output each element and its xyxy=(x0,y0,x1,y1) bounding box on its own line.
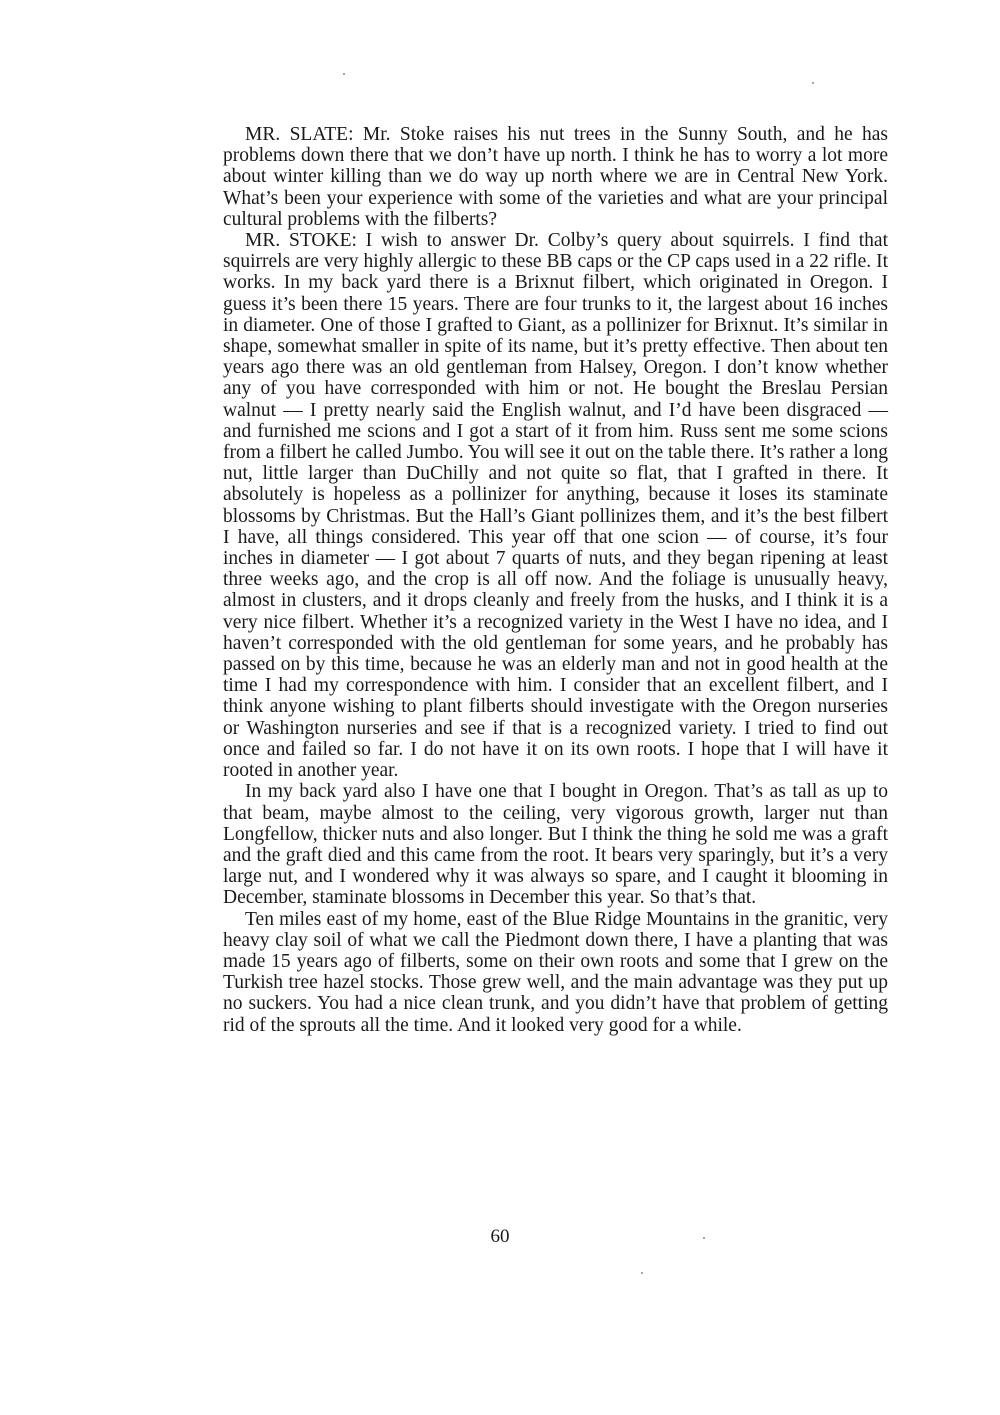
page-number: 60 xyxy=(490,1226,510,1247)
scan-speck xyxy=(343,73,345,75)
scan-speck xyxy=(641,1272,643,1274)
paragraph-slate-question: MR. SLATE: Mr. Stoke raises his nut trees in the Sunny South, and he has problems down there that we don’t have up north. I think he has to worry a lot more about winter killing than we do way up north where we are in Central New York. What’s been your experience with some of the varieties and what are your principal cultural problems with the filberts? xyxy=(223,124,888,230)
paragraph-stoke-reply: MR. STOKE: I wish to answer Dr. Colby’s query about squirrels. I find that squirrels are very highly allergic to these BB caps or the CP caps used in a 22 rifle. It works. In my back yard there is a Brixnut filbert, which originated in Oregon. I guess it’s been there 15 years. There are four trunks to it, the largest about 16 inches in diameter. One of those I grafted to Giant, as a pollinizer for Brixnut. It’s similar in shape, somewhat smaller in spite of its name, but it’s pretty effective. Then about ten years ago there was an old gentleman from Halsey, Oregon. I don’t know whether any of you have corresponded with him or not. He bought the Breslau Persian walnut — I pretty nearly said the English walnut, and I’d have been disgraced — and furnished me scions and I got a start of it from him. Russ sent me some scions from a filbert he called Jumbo. You will see it out on the table there. It’s rather a long nut, little larger than DuChilly and not quite so flat, that I grafted in there. It absolutely is hopeless as a pollinizer for anything, because it loses its staminate blossoms by Christmas. But the Hall’s Giant pollinizes them, and it’s the best filbert I have, all things considered. This year off that one scion — of course, it’s four inches in diameter — I got about 7 quarts of nuts, and they began ripening at least three weeks ago, and the crop is all off now. And the foliage is unusually heavy, almost in clusters, and it drops cleanly and freely from the husks, and I think it is a very nice filbert. Whether it’s a recognized variety in the West I have no idea, and I haven’t corresponded with the old gentleman for some years, and he probably has passed on by this time, because he was an elderly man and not in good health at the time I had my correspondence with him. I consider that an excellent filbert, and I think anyone wishing to plant filberts should investigate with the Oregon nurseries or Washington nurseries and see if that is a recognized variety. I tried to find out once and failed so far. I do not have it on its own roots. I hope that I will have it rooted in another year. xyxy=(223,230,888,782)
scan-speck xyxy=(812,82,814,84)
paragraph-back-yard: In my back yard also I have one that I bought in Oregon. That’s as tall as up to that beam, maybe almost to the ceiling, very vigorous growth, larger nut than Longfellow, thicker nuts and also longer. But I think the thing he sold me was a graft and the graft died and this came from the root. It bears very sparingly, but it’s a very large nut, and I wondered why it was always so spare, and I caught it blooming in December, staminate blossoms in December this year. So that’s that. xyxy=(223,781,888,909)
paragraph-piedmont-planting: Ten miles east of my home, east of the Blue Ridge Mountains in the granitic, very heavy clay soil of what we call the Piedmont down there, I have a planting that was made 15 years ago of filberts, some on their own roots and some that I grew on the Turkish tree hazel stocks. Those grew well, and the main advantage was they put up no suckers. You had a nice clean trunk, and you didn’t have that problem of getting rid of the sprouts all the time. And it looked very good for a while. xyxy=(223,908,888,1036)
body-text xyxy=(223,124,888,1036)
